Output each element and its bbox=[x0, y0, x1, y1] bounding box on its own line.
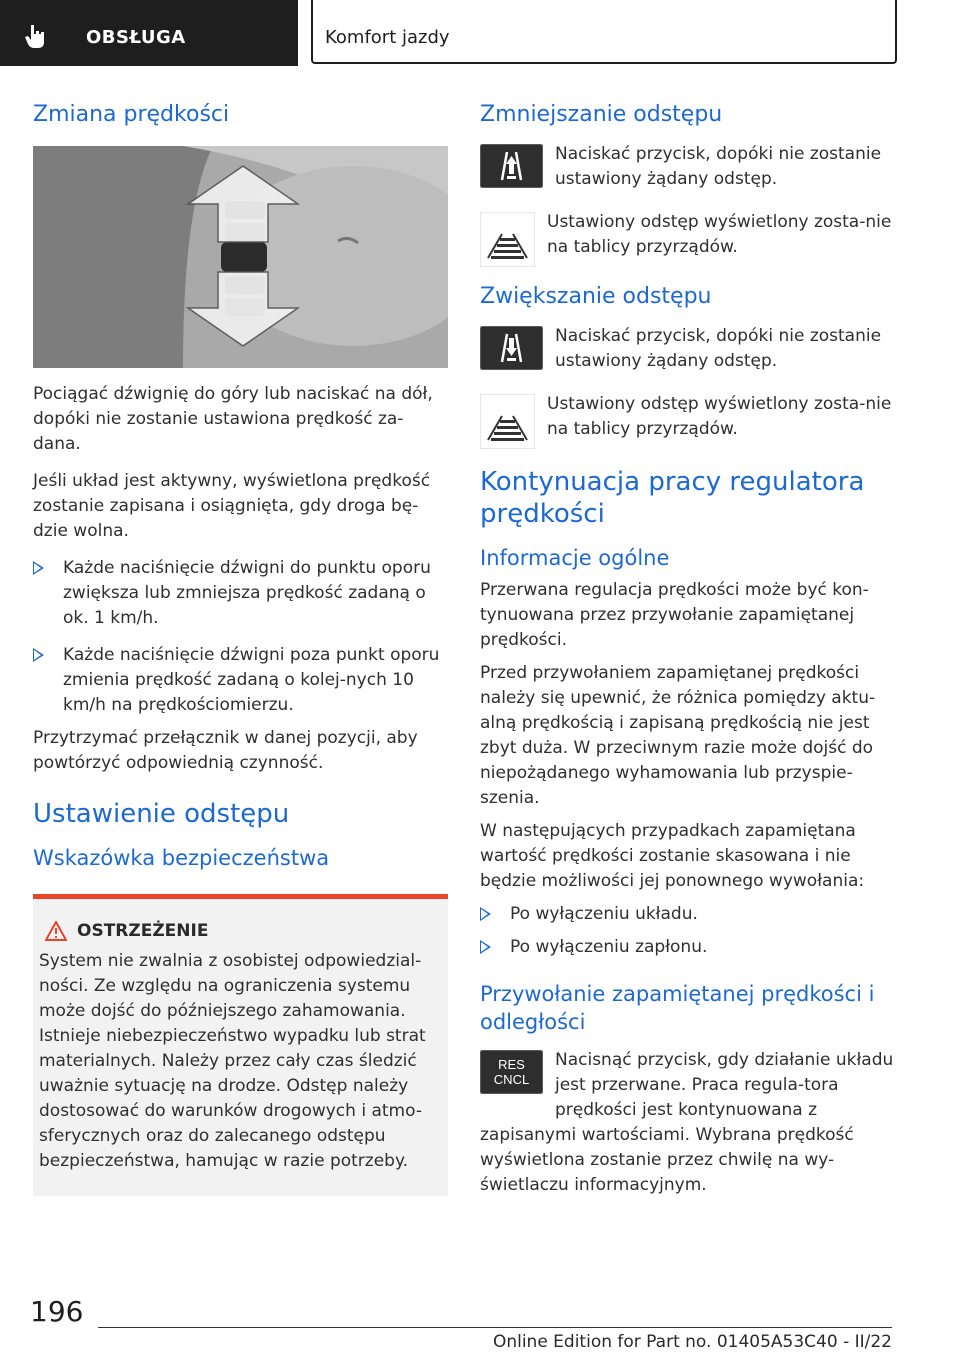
page-number: 196 bbox=[30, 1295, 84, 1328]
general-paragraph-2: Przed przywołaniem zapamiętanej prędkości należy się upewnić, że różnica pomiędzy aktu-alną prędkością i zapisaną prędkością nie jest zbyt duża. W przeciwnym razie może dojść do niepożądanego wyhamowania lub przyspie-szenia. bbox=[480, 663, 876, 808]
warning-triangle-icon bbox=[45, 921, 67, 941]
speed-paragraph-2: Jeśli układ jest aktywny, wyświetlona prędkość zostanie zapisana i osiągnięta, gdy droga bę-dzie wolna. bbox=[33, 471, 431, 541]
recall-row bbox=[480, 1048, 895, 1123]
bullet-triangle-icon bbox=[33, 561, 44, 575]
bullet-triangle-icon bbox=[480, 907, 491, 921]
steering-wheel-illustration bbox=[33, 146, 448, 368]
heading-continue-cruise: Kontynuacja pracy regulatora prędkości bbox=[480, 467, 865, 529]
list-item: Każde naciśnięcie dźwigni do punktu oporu zwiększa lub zmniejsza prędkość zadaną o ok. 1 km/h. bbox=[33, 556, 448, 631]
heading-recall-speed: Przywołanie zapamiętanej prędkości i odległości bbox=[480, 982, 875, 1034]
heading-safety-note: Wskazówka bezpieczeństwa bbox=[33, 846, 330, 870]
list-item: Po wyłączeniu zapłonu. bbox=[480, 935, 895, 960]
chapter-tab bbox=[311, 0, 897, 64]
speed-paragraph-3: Przytrzymać przełącznik w danej pozycji, aby powtórzyć odpowiednią czynność. bbox=[33, 728, 418, 773]
steering-wheel-lever-image bbox=[33, 146, 448, 368]
heading-general-info: Informacje ogólne bbox=[480, 546, 670, 570]
hand-pointer-icon bbox=[22, 22, 50, 50]
recall-text-b: zapisanymi wartościami. Wybrana prędkość wyświetlona zostanie przez chwilę na wy-świetlaczu informacyjnym. bbox=[480, 1125, 854, 1195]
list-item: Każde naciśnięcie dźwigni poza punkt oporu zmienia prędkość zadaną o kolej-nych 10 km/h na prędkościomierzu. bbox=[33, 643, 448, 718]
distance-button-icon bbox=[480, 326, 543, 370]
bullet-triangle-icon bbox=[33, 648, 44, 662]
chapter-label: Komfort jazdy bbox=[325, 27, 450, 48]
distance-display-icon bbox=[480, 212, 535, 267]
decrease-button-row bbox=[480, 142, 895, 192]
footer-divider bbox=[98, 1327, 892, 1328]
general-paragraph-1: Przerwana regulacja prędkości może być kon-tynuowana przez przywołanie zapamiętanej prędkości. bbox=[480, 580, 869, 650]
warning-text: System nie zwalnia z osobistej odpowiedzial-ności. Ze względu na ograniczenia systemu może dojść do późniejszego zahamowania. Istnieje niebezpieczeństwo wypadku lub strat materialnych. Należy przez cały czas śledzić uważnie sytuację na drodze. Odstęp należy dostosować do warunków drogowych i atmo-sferycznych oraz do zalecanego odstępu bezpieczeństwa, hamując w razie potrzeby. bbox=[39, 951, 426, 1171]
list-item: Po wyłączeniu układu. bbox=[480, 902, 895, 927]
decrease-display-row bbox=[480, 210, 895, 260]
recall-text-a: Nacisnąć przycisk, gdy działanie układu jest przerwane. Praca regula-tora prędkości jest kontynuowana z bbox=[555, 1050, 894, 1120]
decrease-display-text: Ustawiony odstęp wyświetlony zosta-nie na tablicy przyrządów. bbox=[547, 212, 892, 257]
right-column bbox=[480, 90, 895, 1198]
heading-distance-setting: Ustawienie odstępu bbox=[33, 799, 290, 829]
bullet-triangle-icon bbox=[480, 940, 491, 954]
heading-speed-change: Zmiana prędkości bbox=[33, 102, 230, 127]
warning-header bbox=[39, 921, 440, 941]
heading-decrease-distance: Zmniejszanie odstępu bbox=[480, 102, 723, 127]
decrease-button-text: Naciskać przycisk, dopóki nie zostanie ustawiony żądany odstęp. bbox=[555, 144, 882, 189]
general-paragraph-3: W następujących przypadkach zapamiętana wartość prędkości zostanie skasowana i nie będzie możliwości jej ponownego wywołania: bbox=[480, 821, 865, 891]
edition-note: Online Edition for Part no. 01405A53C40 - II/22 bbox=[492, 1332, 892, 1352]
warning-box bbox=[33, 894, 448, 1196]
distance-button-icon bbox=[480, 144, 543, 188]
warning-title: OSTRZEŻENIE bbox=[77, 921, 209, 941]
speed-paragraph-1: Pociągać dźwignię do góry lub naciskać na dół, dopóki nie zostanie ustawiona prędkość za-dana. bbox=[33, 384, 433, 454]
increase-display-text: Ustawiony odstęp wyświetlony zosta-nie na tablicy przyrządów. bbox=[547, 394, 892, 439]
increase-display-row bbox=[480, 392, 895, 442]
distance-display-icon bbox=[480, 394, 535, 449]
heading-increase-distance: Zwiększanie odstępu bbox=[480, 284, 712, 309]
left-column bbox=[33, 90, 448, 1196]
increase-button-row bbox=[480, 324, 895, 374]
res-cncl-label: RES CNCL bbox=[493, 1057, 530, 1087]
page-header bbox=[0, 0, 960, 66]
increase-button-text: Naciskać przycisk, dopóki nie zostanie ustawiony żądany odstęp. bbox=[555, 326, 882, 371]
section-tab bbox=[0, 0, 298, 66]
section-label: OBSŁUGA bbox=[86, 27, 186, 48]
